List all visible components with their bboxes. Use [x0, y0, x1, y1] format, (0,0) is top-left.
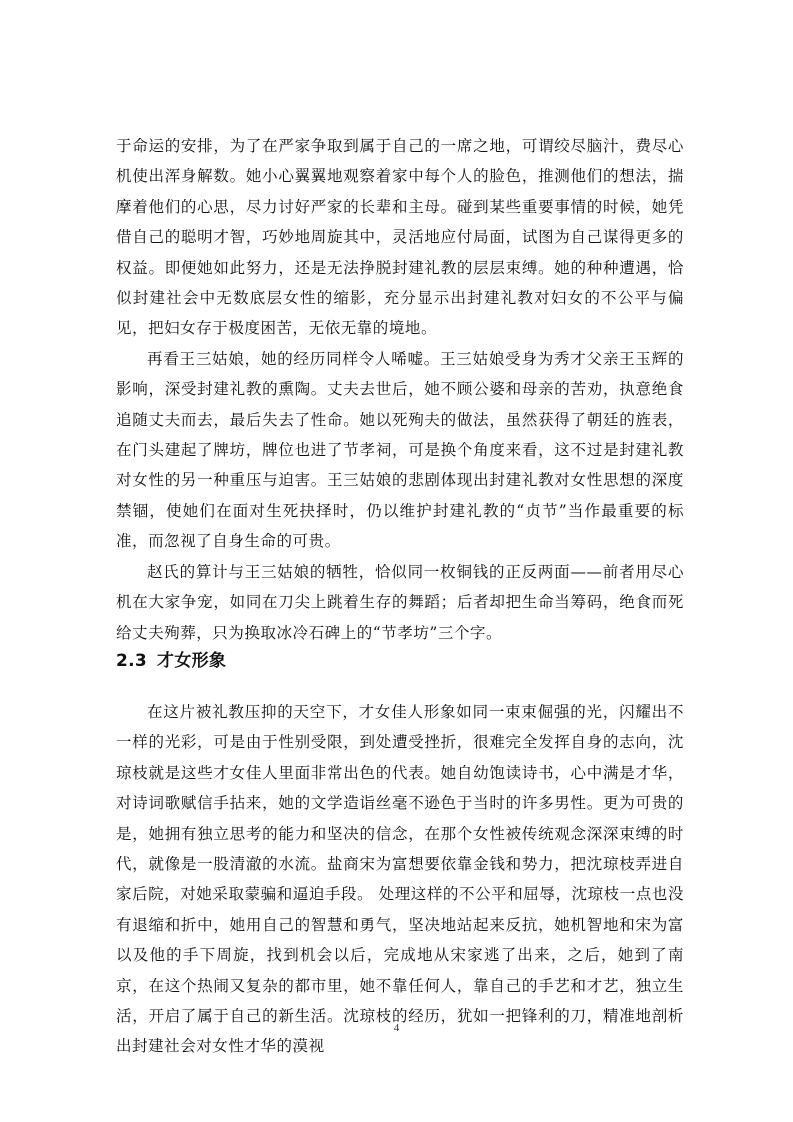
section-talented-women [116, 697, 684, 1062]
section-heading [116, 646, 684, 676]
section-number: 2.3 [116, 651, 148, 671]
paragraph-comparison: 赵氏的算计与王三姑娘的牺牲，恰似同一枚铜钱的正反两面——前者用尽心机在大家争宠，如同在刀尖上跳着生存的舞蹈；后者却把生命当筹码，绝食而死给丈夫殉葬，只为换取冰冷石碑上的“节孝坊”三个字。 [116, 562, 684, 642]
section-title-text: 才女形象 [157, 651, 227, 671]
paragraph-shen-qiongzhi: 在这片被礼教压抑的天空下，才女佳人形象如同一束束倔强的光，闪耀出不一样的光彩，可是由于性别受限，到处遭受挫折，很难完全发挥自身的志向，沈琼枝就是这些才女佳人里面非常出色的代表。她自幼饱读诗书，心中满是才华，对诗词歌赋信手拈来，她的文学造诣丝毫不逊色于当时的许多男性。更为可贵的是，她拥有独立思考的能力和坚决的信念，在那个女性被传统观念深深束缚的时代，就像是一股清澈的水流。盐商宋为富想要依靠金钱和势力，把沈琼枝弄进自家后院，对她采取蒙骗和逼迫手段。 处理这样的不公平和屈辱，沈琼枝一点也没有退缩和折中，她用自己的智慧和勇气，坚决地站起来反抗，她机智地和宋为富以及他的手下周旋，找到机会以后，完成地从宋家逃了出来，之后，她到了南京，在这个热闹又复杂的都市里，她不靠任何人，靠自己的手艺和才艺，独立生活，开启了属于自己的新生活。沈琼枝的经历，犹如一把锋利的刀，精准地剖析出封建社会对女性才华的漠视 [116, 703, 684, 1056]
paragraph-zhao-shi: 于命运的安排，为了在严家争取到属于自己的一席之地，可谓绞尽脑汁，费尽心机使出浑身解数。她小心翼翼地观察着家中每个人的脸色，推测他们的想法，揣摩着他们的心思，尽力讨好严家的长辈和主母。碰到某些重要事情的时候，她凭借自己的聪明才智，巧妙地周旋其中，灵活地应付局面，试图为自己谋得更多的权益。即便她如此努力，还是无法挣脱封建礼教的层层束缚。她的种种遭遇，恰似封建社会中无数底层女性的缩影，充分显示出封建礼教对妇女的不公平与偏见，把妇女存于极度困苦，无依无靠的境地。 [116, 137, 684, 338]
page-number: 4 [393, 1022, 400, 1034]
section-title [116, 646, 684, 676]
paragraph-wang-san: 再看王三姑娘，她的经历同样令人唏嘘。王三姑娘受身为秀才父亲王玉辉的影响，深受封建礼教的熏陶。丈夫去世后，她不顾公婆和母亲的苦劝，执意绝食追随丈夫而去，最后失去了性命。她以死殉夫的做法，虽然获得了朝廷的旌表，在门头建起了牌坊，牌位也进了节孝祠，可是换个角度来看，这不过是封建礼教对女性的另一种重压与迫害。王三姑娘的悲剧体现出封建礼教对女性思想的深度禁锢，使她们在面对生死抉择时，仍以维护封建礼教的“贞节”当作最重要的标准，而忽视了自身生命的可贵。 [116, 349, 684, 551]
section-continuation [116, 131, 684, 648]
